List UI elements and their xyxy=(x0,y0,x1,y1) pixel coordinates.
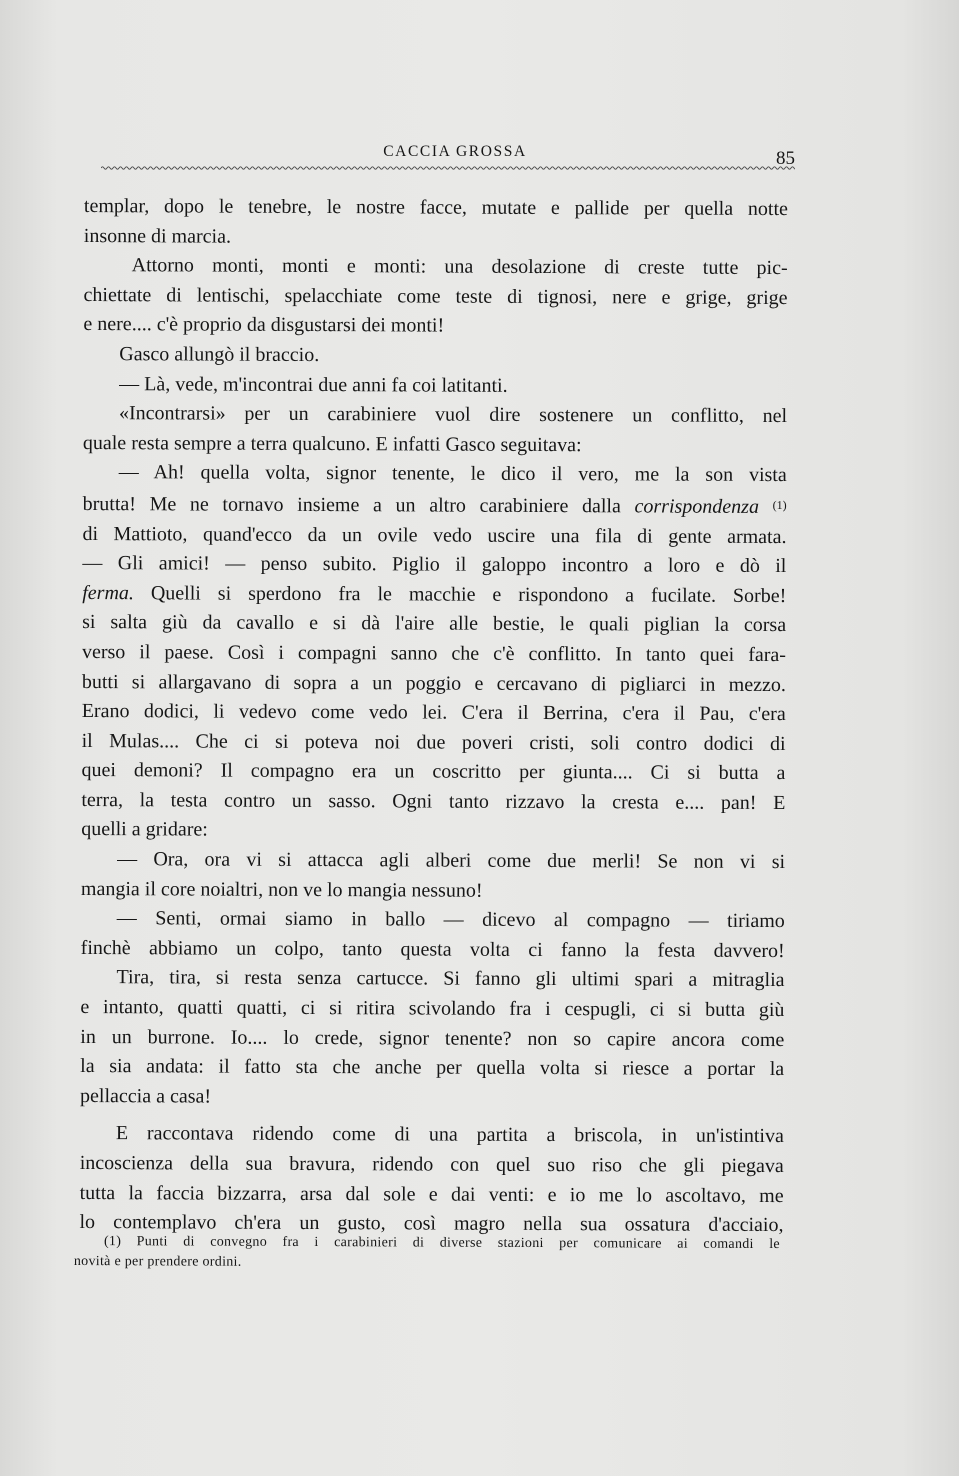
text-line: la sia andata: il fatto sta che anche per quella volta si riesce a portar la xyxy=(80,1055,785,1081)
text-line: — Ora, ora vi si attacca agli alberi come due merli! Se non vi si xyxy=(117,848,786,874)
text-line: Attorno monti, monti e monti: una desolazione di creste tutte pic- xyxy=(131,254,788,280)
text-line: quale resta sempre a terra qualcuno. E infatti Gasco seguitava: xyxy=(82,431,582,456)
text-line: Gasco allungò il braccio. xyxy=(119,343,320,366)
footnote xyxy=(74,1232,780,1275)
text-line: finchè abbiamo un colpo, tanto questa volta ci fanno la festa davvero! xyxy=(80,936,785,962)
text-line: il Mulas.... Che ci si poteva noi due poveri cristi, soli contro dodici di xyxy=(81,729,786,755)
text-line: pellaccia a casa! xyxy=(80,1084,212,1108)
text-line: Tira, tira, si resta senza cartucce. Si fanno gli ultimi spari a mitraglia xyxy=(116,966,785,992)
text-line: E raccontava ridendo come di una partita a briscola, in un'istintiva xyxy=(115,1122,784,1148)
italic-term: corrispondenza xyxy=(634,495,760,518)
text-line: lo contemplavo ch'era un gusto, così magro nella sua ossatura d'acciaio, xyxy=(79,1211,784,1237)
text-line: di Mattioto, quand'ecco da un ovile vedo uscire una fila di gente armata. xyxy=(82,522,787,548)
text-line: templar, dopo le tenebre, le nostre facce, mutate e pallide per quella notte xyxy=(83,194,788,221)
text-line: — Ah! quella volta, signor tenente, le dico il vero, me la son vista xyxy=(118,461,787,487)
text-line: insonne di marcia. xyxy=(83,224,232,248)
text-line: — Senti, ormai siamo in ballo — dicevo al compagno — tiriamo xyxy=(116,907,785,933)
text-line: butti si allargavano di sopra a un poggio e cercavano di pigliarci in mezzo. xyxy=(81,670,786,696)
text-line: quelli a gridare: xyxy=(81,818,208,842)
text-line xyxy=(82,579,786,612)
footnote-line: (1) Punti di convegno fra i carabinieri di diverse stazioni per comunicare ai comandi le xyxy=(103,1234,780,1253)
text-line: — Gli amici! — penso subito. Piglio il galoppo incontro a loro e dò il xyxy=(82,552,787,578)
text-line: incoscienza della sua bravura, ridendo con quel suo riso che gli piegava xyxy=(79,1151,784,1178)
text-line: tutta la faccia bizzarra, arsa dal sole e dai venti: e io me lo ascoltavo, me xyxy=(79,1181,784,1207)
text-line: si salta giù da cavallo e si dà l'aire alle bestie, le quali piglian la corsa xyxy=(82,611,787,637)
body-text xyxy=(79,192,788,1241)
text-line: «Incontrarsi» per un carabiniere vuol dire sostenere un conflitto, nel xyxy=(118,402,788,428)
text-line xyxy=(83,488,787,523)
running-head-title: CACCIA GROSSA xyxy=(383,143,527,160)
text-line: verso il paese. Così i compagni sanno che c'è conflitto. In tanto quei fara- xyxy=(81,640,787,666)
text-line: Erano dodici, li vedevo come vedo lei. C'era il Berrina, c'era il Pau, c'era xyxy=(81,700,786,726)
text-line: mangia il core noialtri, non ve lo mangia nessuno! xyxy=(80,877,483,902)
text-line: terra, la testa contro un sasso. Ogni tanto rizzavo la cresta e.... pan! E xyxy=(81,788,786,814)
text-segment: Quelli si sperdono fra le macchie e rispondono a fucilate. Sorbe! xyxy=(150,582,787,607)
footnote-marker[interactable]: (1) xyxy=(772,497,787,513)
text-line: — Là, vede, m'incontrai due anni fa coi latitanti. xyxy=(119,372,508,397)
footnote-line: novità e per prendere ordini. xyxy=(73,1253,242,1270)
text-segment: brutta! Me ne tornavo insieme a un altro carabiniere dalla xyxy=(82,492,621,518)
running-head xyxy=(95,143,795,187)
text-line: chiettate di lentischi, spelacchiate come teste di tignosi, nere e grige, grige xyxy=(83,283,788,309)
text-line: quei demoni? Il compagno era un coscritto per giunta.... Ci si butta a xyxy=(81,759,786,785)
italic-term: ferma. xyxy=(82,581,134,604)
text-line: e intanto, quatti quatti, ci si ritira scivolando fra i cespugli, ci si butta giù xyxy=(80,996,785,1022)
page-number: 85 xyxy=(776,148,795,169)
wavy-rule xyxy=(101,165,795,171)
text-line: e nere.... c'è proprio da disgustarsi dei monti! xyxy=(83,313,445,337)
text-line: in un burrone. Io.... lo crede, signor tenente? non so capire ancora come xyxy=(80,1025,785,1051)
